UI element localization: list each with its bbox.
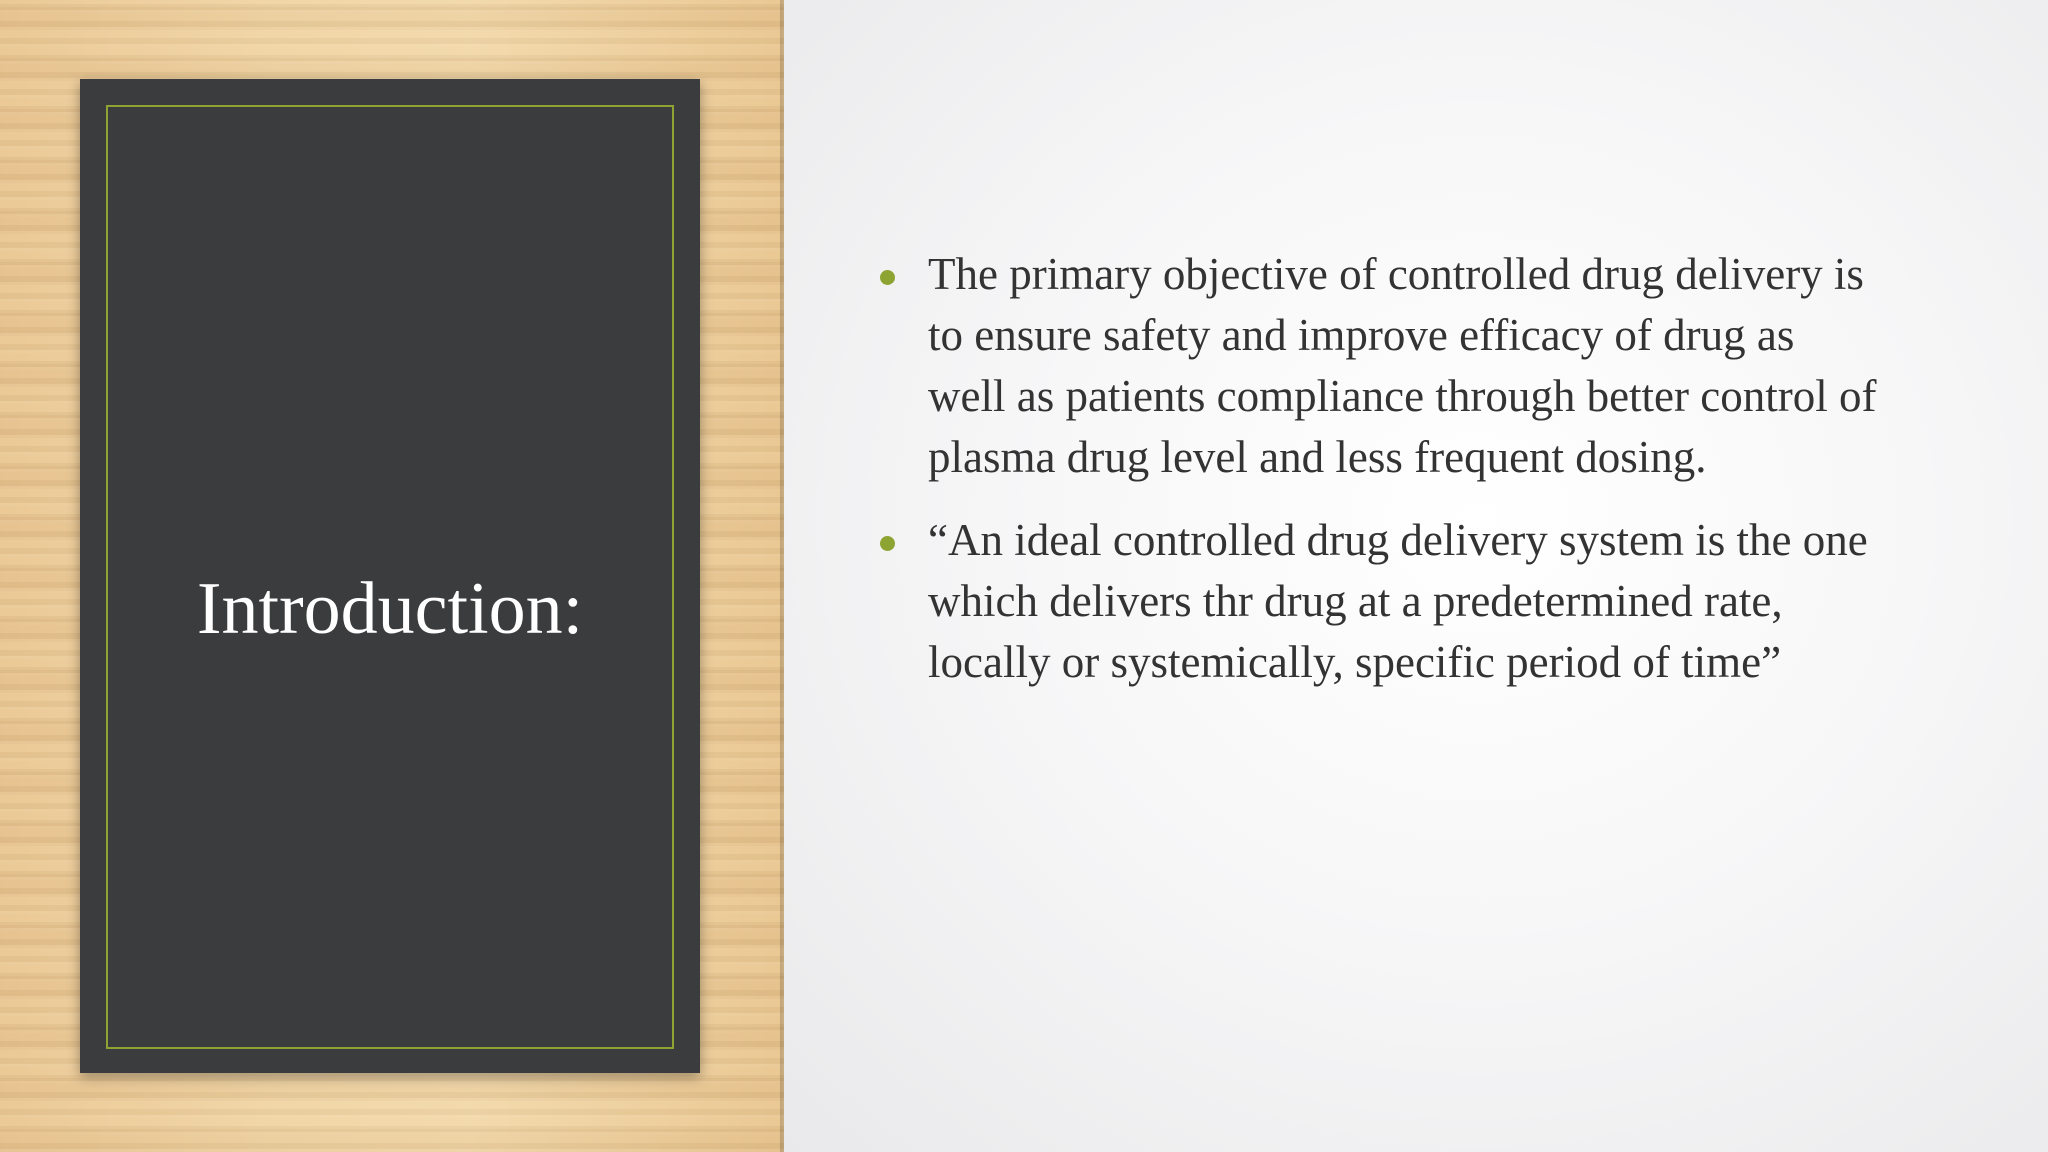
bullet-text-1: The primary objective of controlled drug delivery is to ensure safety and improve efficacy of drug as well as patients compliance through better control of plasma drug level and less frequent dosing. — [928, 249, 1877, 482]
bullet-dot-icon — [880, 536, 895, 551]
slide-title: Introduction: — [196, 568, 584, 650]
title-card — [80, 79, 700, 1073]
bullet-text-2: “An ideal controlled drug delivery system is the one which delivers thr drug at a predetermined rate, locally or systemically, specific period of time” — [928, 515, 1868, 687]
bullet-list — [878, 244, 1878, 715]
bullet-item-1 — [878, 244, 1878, 488]
wood-background — [0, 0, 784, 1152]
bullet-item-2 — [878, 510, 1878, 693]
bullet-dot-icon — [880, 270, 895, 285]
